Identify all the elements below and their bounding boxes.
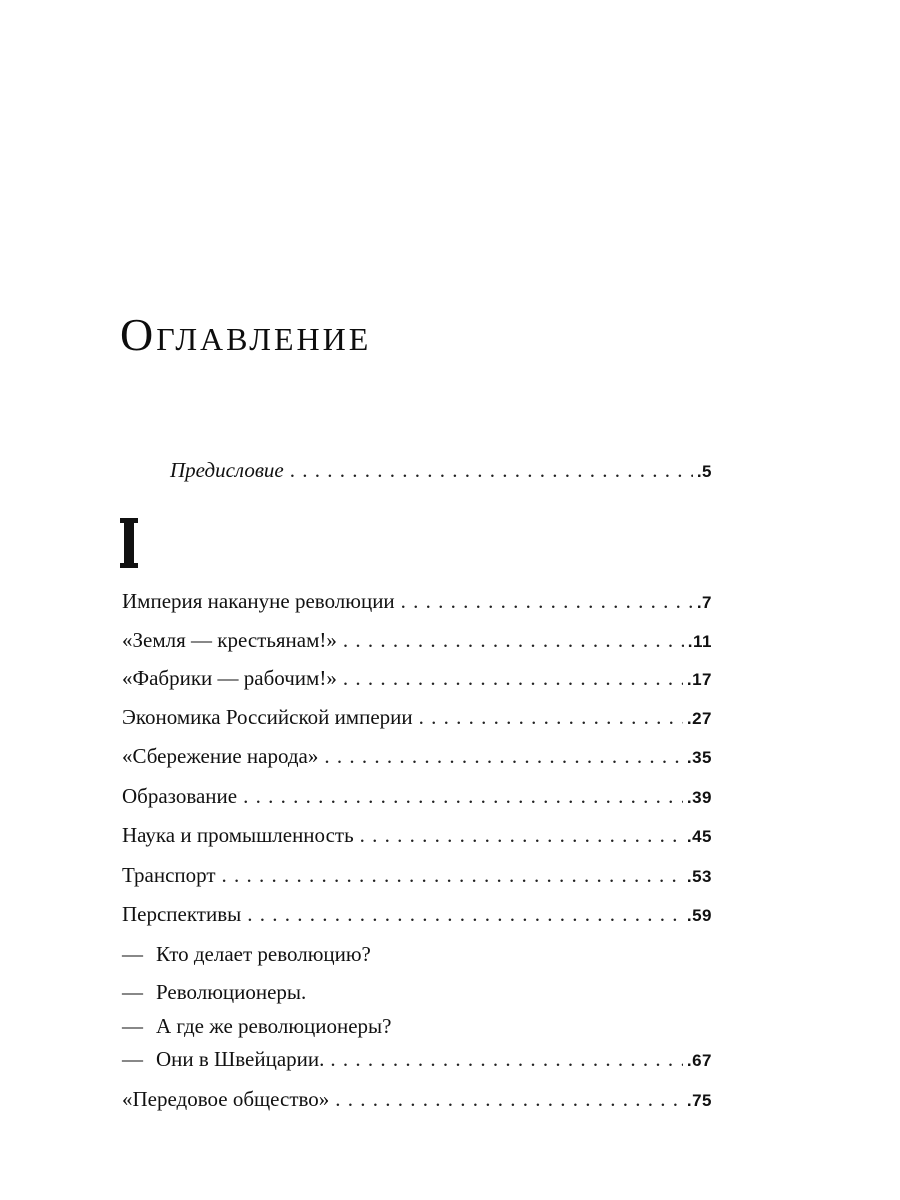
dialogue-line [122, 944, 712, 965]
toc-page-number: .67 [686, 1051, 712, 1070]
toc-entry-label: Империя накануне революции [122, 589, 395, 613]
toc-page-number: .39 [686, 788, 712, 807]
page-title: Оглавление [120, 309, 372, 360]
toc-entry[interactable] [122, 746, 712, 767]
dot-leader [324, 746, 682, 767]
toc-page-number: .17 [686, 670, 712, 689]
toc-entry[interactable] [122, 904, 712, 925]
dot-leader [419, 707, 683, 728]
dialogue-dash: — [122, 1047, 143, 1071]
dialogue-text: Кто делает революцию? [156, 942, 371, 966]
toc-page-number: .11 [687, 632, 712, 651]
toc-page-number: .7 [696, 593, 712, 612]
toc-page-number: .35 [686, 748, 712, 767]
toc-entry[interactable] [122, 630, 712, 651]
dialogue-dash: — [122, 942, 143, 966]
toc-entry[interactable] [122, 865, 712, 886]
toc-page-number: .5 [696, 462, 712, 481]
toc-entry-dialogue[interactable] [122, 1049, 712, 1070]
toc-entry[interactable] [122, 786, 712, 807]
dialogue-dash: — [122, 1014, 143, 1038]
dot-leader [401, 591, 693, 612]
dot-leader [247, 904, 683, 925]
toc-entry-label: Транспорт [122, 863, 216, 887]
dialogue-line [122, 1016, 712, 1037]
toc-entry-label: Наука и промышленность [122, 823, 354, 847]
toc-page-number: .53 [686, 867, 712, 886]
dot-leader [360, 825, 683, 846]
dialogue-text: Революционеры. [156, 980, 307, 1004]
toc-entry-label: «Сбережение народа» [122, 744, 319, 768]
toc-page-number: .59 [686, 906, 712, 925]
dot-leader [343, 668, 683, 689]
toc-entry[interactable] [122, 1089, 712, 1110]
toc-page-number: .75 [686, 1091, 712, 1110]
dot-leader [290, 460, 693, 481]
toc-entry[interactable] [122, 591, 712, 612]
toc-entry[interactable] [122, 825, 712, 846]
dialogue-dash: — [122, 980, 143, 1004]
part-numeral-i [120, 518, 138, 568]
dot-leader [335, 1089, 683, 1110]
toc-page-number: .27 [686, 709, 712, 728]
toc-entry-preface[interactable] [170, 460, 712, 481]
toc-entry-label: «Земля — крестьянам!» [122, 628, 337, 652]
toc-entry-label: «Фабрики — рабочим!» [122, 666, 337, 690]
dot-leader [343, 630, 684, 651]
toc-entry-label: Образование [122, 784, 238, 808]
toc-entry-label: Предисловие [170, 458, 284, 482]
dialogue-text: А где же революционеры? [156, 1014, 392, 1038]
toc-entry[interactable] [122, 668, 712, 689]
dot-leader [330, 1049, 682, 1070]
toc-page-number: .45 [686, 827, 712, 846]
toc-entry-label: «Передовое общество» [122, 1087, 330, 1111]
dialogue-line [122, 982, 712, 1003]
dot-leader [222, 865, 683, 886]
dot-leader [243, 786, 683, 807]
dialogue-text: Они в Швейцарии. [156, 1047, 325, 1071]
toc-entry-label: Экономика Российской империи [122, 705, 413, 729]
toc-entry[interactable] [122, 707, 712, 728]
toc-entry-label: Перспективы [122, 902, 242, 926]
